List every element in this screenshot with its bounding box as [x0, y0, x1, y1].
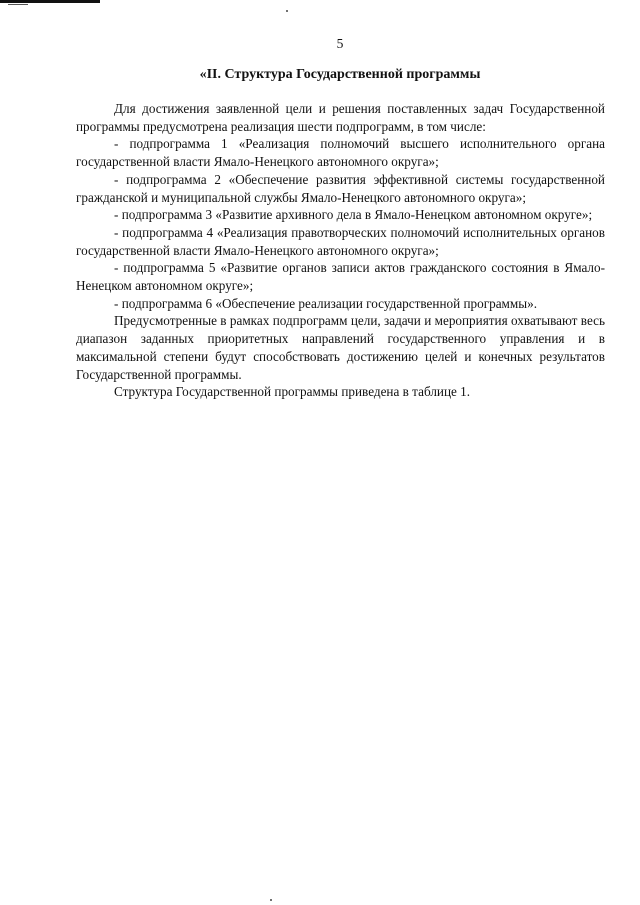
- paragraph-subprogram-3: - подпрограмма 3 «Развитие архивного дела в Ямало-Ненецком автономном округе»;: [114, 207, 593, 223]
- paragraph-goals: Предусмотренные в рамках подпрограмм цели, задачи и мероприятия охватывают весь диапазон заданных приоритетных направлений государственного управления и в максимальной степени будут способствовать достижению целей и конечных результатов Государственной программы.: [76, 313, 605, 382]
- paragraph-structure-reference: Структура Государственной программы приведена в таблице 1.: [114, 384, 471, 400]
- paragraph-subprogram-6: - подпрограмма 6 «Обеспечение реализации государственной программы».: [114, 295, 538, 311]
- section-title: «II. Структура Государственной программы: [199, 67, 481, 82]
- paragraph-subprogram-4: - подпрограмма 4 «Реализация правотворческих полномочий исполнительных органов государственной власти Ямало-Ненецкого автономного округа»;: [76, 224, 605, 258]
- scan-speck-bottom: [270, 899, 272, 901]
- paragraph-subprogram-1: - подпрограмма 1 «Реализация полномочий высшего исполнительного органа государственной власти Ямало-Ненецкого автономного округа»;: [76, 136, 605, 170]
- paragraph-subprogram-2: - подпрограмма 2 «Обеспечение развития эффективной системы государственной гражданской и муниципальной службы Ямало-Ненецкого автономного округа»;: [76, 171, 605, 205]
- paragraph-intro: Для достижения заявленной цели и решения поставленных задач Государственной программы предусмотрена реализация шести подпрограмм, в том числе:: [76, 101, 605, 134]
- scan-corner-mark: [0, 0, 100, 3]
- scan-corner-mark-thin: [8, 4, 28, 5]
- paragraph-subprogram-5: - подпрограмма 5 «Развитие органов записи актов гражданского состояния в Ямало-Ненецком автономном округе»;: [76, 260, 605, 294]
- page-number: 5: [336, 36, 344, 51]
- scan-speck-top: [286, 10, 288, 12]
- body-text: [76, 100, 605, 401]
